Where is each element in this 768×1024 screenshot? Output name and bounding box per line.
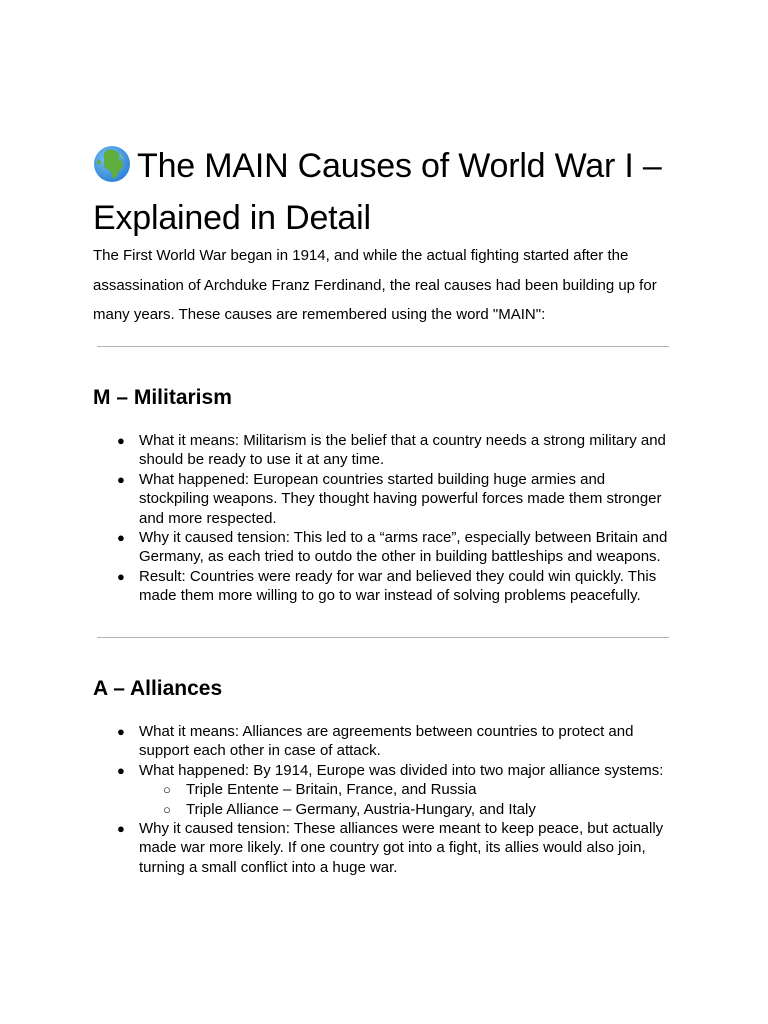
globe-africa-icon bbox=[93, 145, 131, 183]
list-item bbox=[117, 431, 679, 470]
sub-bullet-circle-icon: ○ bbox=[163, 782, 171, 798]
alliance-systems-sublist bbox=[139, 780, 679, 819]
bullet-dot-icon: ● bbox=[117, 530, 125, 546]
sub-bullet-circle-icon: ○ bbox=[163, 801, 171, 817]
bullet-text: What happened: By 1914, Europe was divided into two major alliance systems: bbox=[139, 761, 664, 779]
divider bbox=[97, 637, 669, 638]
bullet-dot-icon: ● bbox=[117, 568, 125, 584]
sub-bullet-text: Triple Entente – Britain, France, and Russia bbox=[186, 781, 477, 799]
list-item bbox=[117, 567, 679, 606]
alliances-bullet-list bbox=[117, 722, 679, 877]
list-item bbox=[117, 470, 679, 528]
bullet-dot-icon: ● bbox=[117, 821, 125, 837]
bullet-text: Why it caused tension: These alliances were meant to keep peace, but actually made war more likely. If one country got into a fight, its allies would also join, turning a small conflict into a huge war. bbox=[139, 820, 664, 876]
sub-bullet-text: Triple Alliance – Germany, Austria-Hungary, and Italy bbox=[186, 800, 536, 818]
list-item bbox=[117, 722, 679, 761]
section-heading-alliances: A – Alliances bbox=[93, 677, 223, 700]
section-heading-militarism: M – Militarism bbox=[93, 386, 232, 409]
page-title bbox=[93, 140, 693, 244]
page-title-text: The MAIN Causes of World War I – Explained in Detail bbox=[93, 147, 662, 237]
bullet-dot-icon: ● bbox=[117, 762, 125, 778]
bullet-dot-icon: ● bbox=[117, 433, 125, 448]
list-item bbox=[117, 819, 679, 877]
militarism-bullet-list bbox=[117, 431, 679, 606]
bullet-dot-icon: ● bbox=[117, 724, 125, 739]
divider bbox=[97, 346, 669, 347]
bullet-dot-icon: ● bbox=[117, 471, 125, 487]
bullet-text: What it means: Alliances are agreements between countries to protect and support each other in case of attack. bbox=[139, 723, 634, 760]
bullet-text: What it means: Militarism is the belief that a country needs a strong military and should be ready to use it at any time. bbox=[139, 432, 666, 469]
bullet-text: Why it caused tension: This led to a “arms race”, especially between Britain and Germany, as each tried to outdo the other in building battleships and weapons. bbox=[139, 529, 668, 566]
bullet-text: Result: Countries were ready for war and believed they could win quickly. This made them more willing to go to war instead of solving problems peacefully. bbox=[139, 567, 657, 605]
list-item bbox=[163, 800, 679, 819]
list-item bbox=[163, 780, 679, 799]
list-item bbox=[117, 528, 679, 567]
list-item bbox=[117, 761, 679, 819]
bullet-text: What happened: European countries started building huge armies and stockpiling weapons. They thought having powerful forces made them stronger and more respected. bbox=[139, 470, 662, 527]
intro-paragraph: The First World War began in 1914, and while the actual fighting started after the assassination of Archduke Franz Ferdinand, the real causes had been building up for many years. These causes are remembered using the word "MAIN": bbox=[93, 247, 657, 323]
